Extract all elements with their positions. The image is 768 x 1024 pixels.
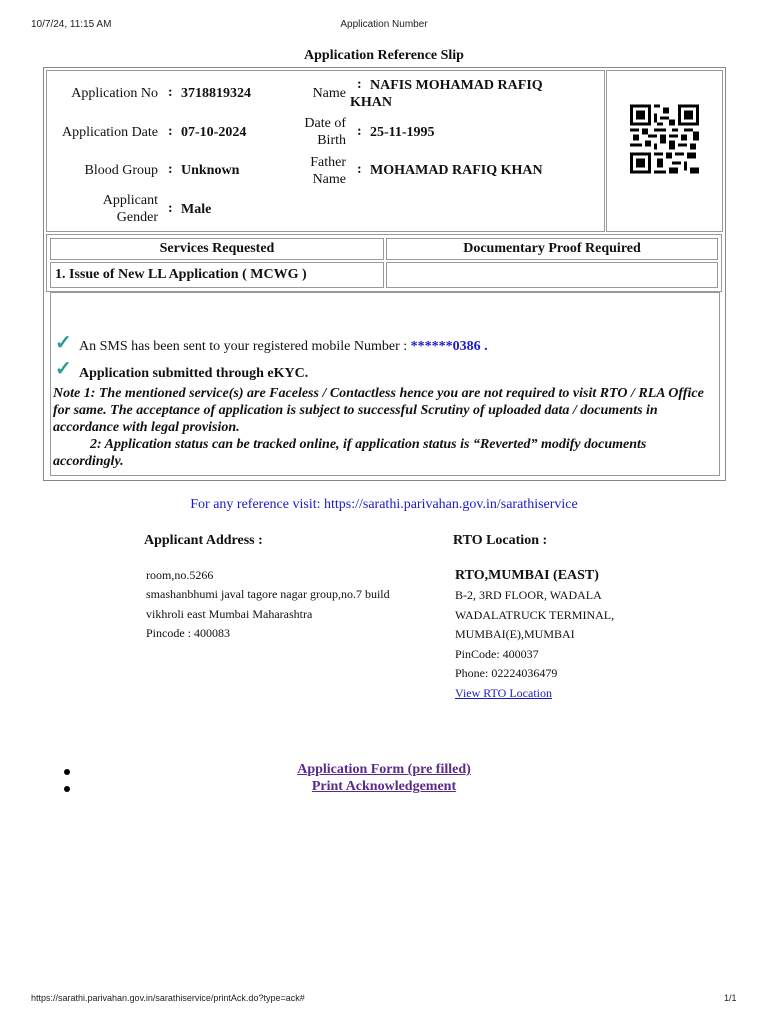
colon: : (168, 124, 173, 139)
father-label-2: Name (312, 172, 346, 187)
ekyc-message: Application submitted through eKYC. (79, 366, 309, 381)
view-rto-location-link-text[interactable]: View RTO Location (455, 686, 552, 700)
proof-cell (386, 262, 718, 288)
address-pincode: Pincode : 400083 (146, 626, 230, 640)
slip-title: Application Reference Slip (304, 48, 464, 63)
blood-group-value: Unknown (181, 163, 240, 178)
check-icon: ✓ (55, 358, 72, 380)
name-label: Name (312, 86, 346, 101)
rto-address-line: B-2, 3RD FLOOR, WADALA (455, 588, 602, 602)
service-row: 1. Issue of New LL Application ( MCWG ) (50, 262, 384, 288)
rto-phone: Phone: 02224036479 (455, 666, 558, 680)
colon: : (357, 124, 362, 139)
app-no-label: Application No (71, 86, 158, 101)
colon: : (357, 77, 362, 92)
dob-label-1: Date of (304, 116, 346, 131)
colon: : (357, 162, 362, 177)
rto-address-line: MUMBAI(E),MUMBAI (455, 627, 575, 641)
address-line: smashanbhumi javal tagore nagar group,no.7 build (146, 587, 390, 601)
father-value: MOHAMAD RAFIQ KHAN (370, 163, 543, 178)
app-date-value: 07-10-2024 (181, 125, 247, 140)
blood-group-label: Blood Group (84, 163, 158, 178)
colon: : (168, 85, 173, 100)
rto-heading: RTO Location : (453, 533, 548, 548)
print-page-title: Application Number (340, 19, 428, 30)
rto-pincode: PinCode: 400037 (455, 647, 539, 661)
name-value-line2: KHAN (350, 95, 392, 110)
application-form-link[interactable]: Application Form (pre filled) (297, 762, 471, 777)
colon: : (168, 162, 173, 177)
services-header: Services Requested (50, 238, 384, 260)
app-no-value: 3718819324 (181, 86, 251, 101)
qr-code (630, 104, 699, 177)
gender-label-1: Applicant (102, 193, 158, 208)
gender-value: Male (181, 202, 212, 217)
address-line: vikhroli east Mumbai Maharashtra (146, 607, 313, 621)
print-datetime: 10/7/24, 11:15 AM (31, 19, 112, 30)
rto-address-line: WADALATRUCK TERMINAL, (455, 608, 615, 622)
colon: : (168, 201, 173, 216)
dob-label-2: Birth (317, 133, 346, 148)
note-1: Note 1: The mentioned service(s) are Faceless / Contactless hence you are not required to visit RTO / RLA Office for same. The acceptance of application is subject to successful Scrutiny of uploaded data / documents in accordance with legal provision. (53, 386, 704, 435)
check-icon: ✓ (55, 332, 72, 354)
name-value-line1: NAFIS MOHAMAD RAFIQ (370, 78, 543, 93)
app-date-label: Application Date (61, 125, 158, 140)
dob-value: 25-11-1995 (370, 125, 435, 140)
rto-name: RTO,MUMBAI (EAST) (455, 568, 599, 583)
print-page-count: 1/1 (724, 993, 737, 1003)
print-acknowledgement-link[interactable]: Print Acknowledgement (311, 779, 457, 794)
note-2: 2: Application status can be tracked online, if application status is “Reverted” modify documents accordingly. (53, 437, 647, 469)
father-label-1: Father (310, 155, 346, 170)
address-heading: Applicant Address : (144, 533, 263, 548)
gender-label-2: Gender (116, 210, 158, 225)
print-url: https://sarathi.parivahan.gov.in/sarathiservice/printAck.do?type=ack# (31, 993, 305, 1003)
view-rto-location-link[interactable] (455, 684, 552, 704)
sms-message: An SMS has been sent to your registered mobile Number : ******0386 . (79, 339, 488, 354)
proof-header: Documentary Proof Required (386, 238, 718, 260)
sms-number: ******0386 . (410, 339, 488, 354)
reference-line: For any reference visit: https://sarathi.parivahan.gov.in/sarathiservice (190, 497, 578, 512)
address-line: room,no.5266 (146, 568, 214, 582)
